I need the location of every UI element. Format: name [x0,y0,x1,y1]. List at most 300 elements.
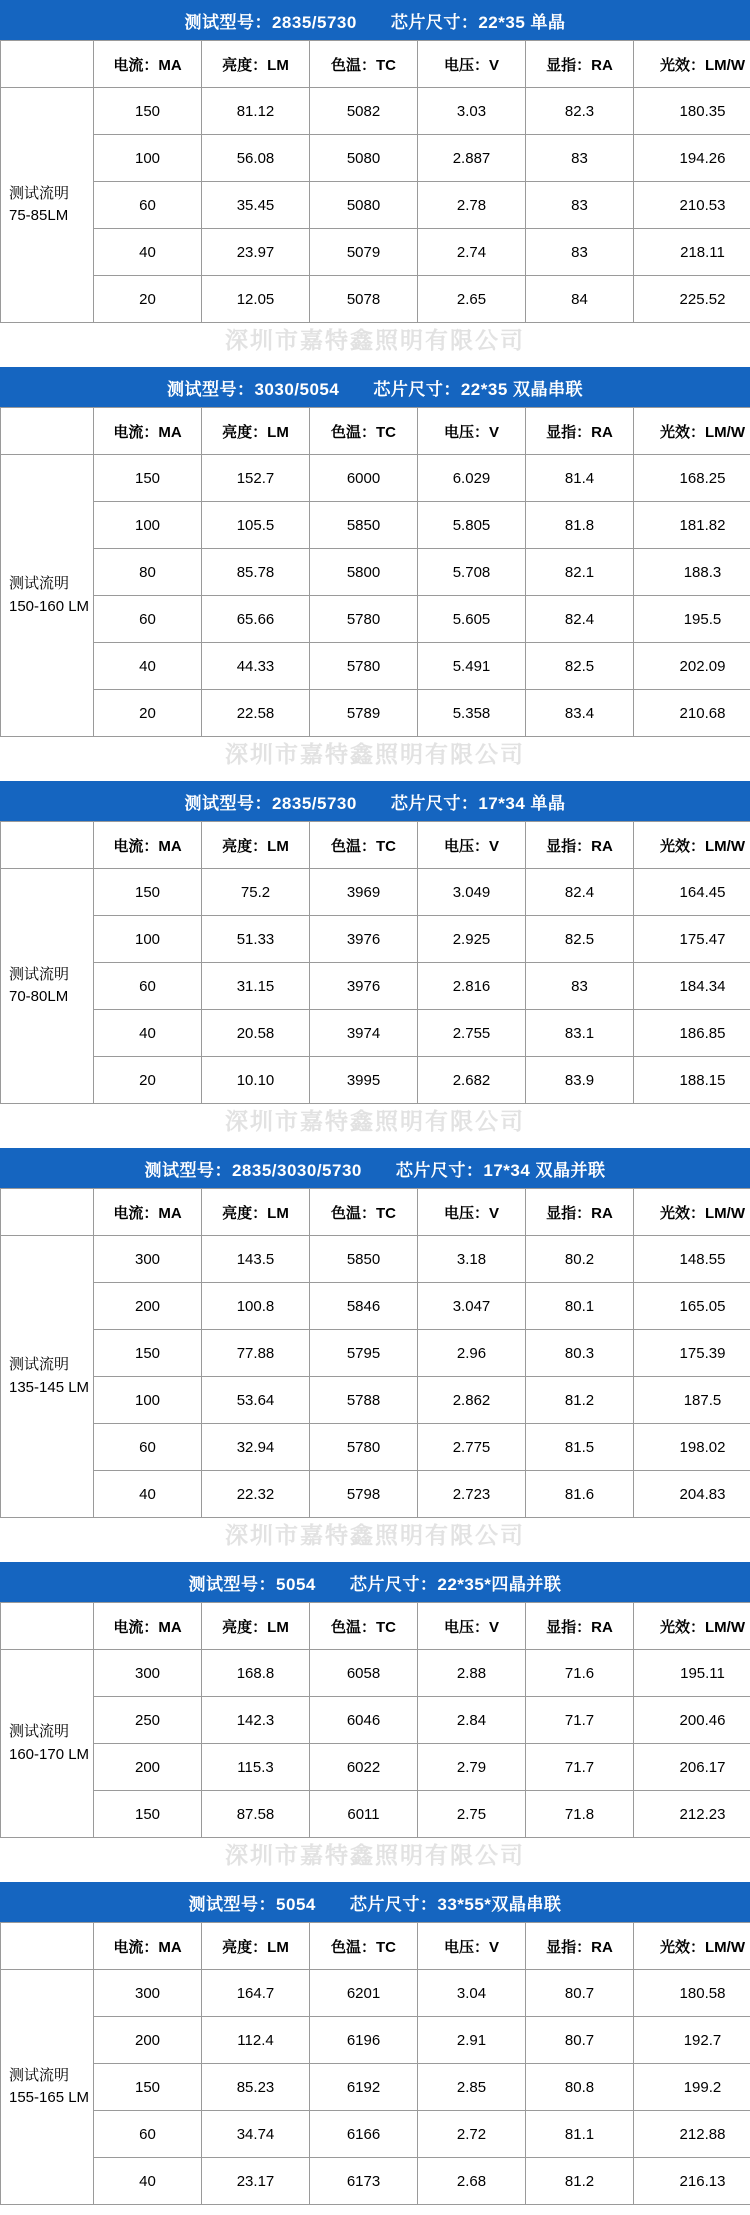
cell-cct: 3995 [310,1057,418,1104]
cell-cct: 5846 [310,1283,418,1330]
cell-voltage: 2.887 [418,135,526,182]
column-header-cri: 显指：RA [526,822,634,869]
cell-luminance: 22.58 [202,690,310,737]
cell-cct: 5780 [310,643,418,690]
column-header-current: 电流：MA [94,1923,202,1970]
cell-efficacy: 175.47 [634,916,750,963]
cell-current: 20 [94,690,202,737]
spec-table [0,821,750,1104]
cell-cct: 6022 [310,1744,418,1791]
block-chip-size: 芯片尺寸：22*35 双晶串联 [373,375,583,400]
cell-luminance: 75.2 [202,869,310,916]
table-row [1,88,750,135]
cell-luminance: 105.5 [202,502,310,549]
column-header-cri: 显指：RA [526,408,634,455]
cell-current: 300 [94,1970,202,2017]
cell-voltage: 2.96 [418,1330,526,1377]
table-row [1,2158,750,2205]
cell-efficacy: 206.17 [634,1744,750,1791]
cell-voltage: 2.723 [418,1471,526,1518]
cell-efficacy: 210.68 [634,690,750,737]
column-header-cct: 色温：TC [310,41,418,88]
cell-voltage: 2.682 [418,1057,526,1104]
cell-efficacy: 192.7 [634,2017,750,2064]
cell-cri: 71.6 [526,1650,634,1697]
table-row [1,2064,750,2111]
spec-table [0,40,750,323]
cell-current: 300 [94,1650,202,1697]
watermark: 深圳市嘉特鑫照明有限公司 [0,1518,750,1552]
cell-cri: 82.4 [526,869,634,916]
table-row [1,2111,750,2158]
flux-header-cell [1,1923,94,1970]
cell-efficacy: 175.39 [634,1330,750,1377]
cell-luminance: 100.8 [202,1283,310,1330]
flux-header-cell [1,1189,94,1236]
block-chip-size: 芯片尺寸：33*55*双晶串联 [350,1890,562,1915]
cell-cct: 6173 [310,2158,418,2205]
cell-cct: 6058 [310,1650,418,1697]
spec-table [0,407,750,737]
cell-cri: 81.1 [526,2111,634,2158]
cell-cri: 81.2 [526,2158,634,2205]
flux-label-text: 测试流明 [9,1354,92,1377]
cell-cct: 6166 [310,2111,418,2158]
cell-cri: 80.2 [526,1236,634,1283]
flux-label-cell [1,1236,94,1518]
cell-cri: 80.3 [526,1330,634,1377]
cell-voltage: 2.68 [418,2158,526,2205]
cell-voltage: 2.84 [418,1697,526,1744]
cell-current: 60 [94,596,202,643]
cell-voltage: 2.72 [418,2111,526,2158]
column-header-cct: 色温：TC [310,408,418,455]
column-header-cri: 显指：RA [526,41,634,88]
block-header [0,781,750,821]
cell-efficacy: 225.52 [634,276,750,323]
cell-current: 100 [94,1377,202,1424]
cell-cri: 81.8 [526,502,634,549]
cell-luminance: 32.94 [202,1424,310,1471]
cell-cri: 80.7 [526,1970,634,2017]
table-header-row [1,408,750,455]
column-header-efficacy: 光效：LM/W [634,822,750,869]
cell-efficacy: 186.85 [634,1010,750,1057]
column-header-efficacy: 光效：LM/W [634,41,750,88]
watermark: 深圳市嘉特鑫照明有限公司 [0,1104,750,1138]
table-row [1,690,750,737]
table-row [1,1471,750,1518]
cell-cct: 6011 [310,1791,418,1838]
column-header-luminance: 亮度：LM [202,822,310,869]
table-header-row [1,41,750,88]
cell-efficacy: 168.25 [634,455,750,502]
block-header [0,1882,750,1922]
cell-voltage: 6.029 [418,455,526,502]
cell-current: 250 [94,1697,202,1744]
cell-cri: 71.7 [526,1744,634,1791]
block-model: 测试型号：5054 [189,1890,316,1915]
cell-current: 20 [94,1057,202,1104]
table-row [1,1791,750,1838]
cell-luminance: 23.17 [202,2158,310,2205]
cell-luminance: 34.74 [202,2111,310,2158]
cell-voltage: 2.88 [418,1650,526,1697]
cell-voltage: 5.358 [418,690,526,737]
cell-cri: 81.6 [526,1471,634,1518]
cell-luminance: 44.33 [202,643,310,690]
cell-cct: 5795 [310,1330,418,1377]
column-header-efficacy: 光效：LM/W [634,408,750,455]
table-row [1,2017,750,2064]
table-row [1,182,750,229]
cell-luminance: 77.88 [202,1330,310,1377]
cell-cri: 84 [526,276,634,323]
cell-current: 150 [94,455,202,502]
cell-current: 150 [94,869,202,916]
column-header-cri: 显指：RA [526,1603,634,1650]
table-header-row [1,1189,750,1236]
cell-luminance: 115.3 [202,1744,310,1791]
table-row [1,1377,750,1424]
cell-current: 40 [94,1010,202,1057]
table-row [1,455,750,502]
cell-voltage: 5.805 [418,502,526,549]
column-header-cri: 显指：RA [526,1189,634,1236]
cell-efficacy: 188.3 [634,549,750,596]
cell-cct: 5078 [310,276,418,323]
column-header-voltage: 电压：V [418,1603,526,1650]
cell-voltage: 5.605 [418,596,526,643]
flux-label-text: 测试流明 [9,1721,92,1744]
spec-table [0,1602,750,1838]
table-row [1,596,750,643]
column-header-current: 电流：MA [94,408,202,455]
cell-luminance: 56.08 [202,135,310,182]
block-header [0,1562,750,1602]
table-row [1,1650,750,1697]
block-header [0,1148,750,1188]
column-header-current: 电流：MA [94,41,202,88]
spec-block [0,0,750,357]
cell-current: 60 [94,182,202,229]
column-header-voltage: 电压：V [418,1189,526,1236]
cell-luminance: 87.58 [202,1791,310,1838]
cell-voltage: 3.04 [418,1970,526,2017]
flux-header-cell [1,822,94,869]
cell-efficacy: 180.35 [634,88,750,135]
column-header-luminance: 亮度：LM [202,1923,310,1970]
cell-cct: 5789 [310,690,418,737]
column-header-current: 电流：MA [94,822,202,869]
cell-cct: 6000 [310,455,418,502]
column-header-voltage: 电压：V [418,822,526,869]
cell-cct: 6192 [310,2064,418,2111]
column-header-efficacy: 光效：LM/W [634,1603,750,1650]
cell-cri: 81.5 [526,1424,634,1471]
cell-current: 20 [94,276,202,323]
cell-luminance: 53.64 [202,1377,310,1424]
cell-luminance: 31.15 [202,963,310,1010]
column-header-luminance: 亮度：LM [202,408,310,455]
flux-value-text: 155-165 LM [9,2087,92,2110]
cell-efficacy: 187.5 [634,1377,750,1424]
block-chip-size: 芯片尺寸：17*34 双晶并联 [396,1156,606,1181]
cell-cct: 5798 [310,1471,418,1518]
block-header [0,367,750,407]
cell-luminance: 20.58 [202,1010,310,1057]
block-chip-size: 芯片尺寸：22*35 单晶 [391,8,566,33]
table-header-row [1,1603,750,1650]
flux-value-text: 150-160 LM [9,596,92,619]
table-row [1,963,750,1010]
table-row [1,502,750,549]
cell-cct: 6196 [310,2017,418,2064]
column-header-current: 电流：MA [94,1189,202,1236]
cell-current: 200 [94,1283,202,1330]
cell-luminance: 112.4 [202,2017,310,2064]
table-row [1,1283,750,1330]
cell-current: 60 [94,1424,202,1471]
column-header-cct: 色温：TC [310,1189,418,1236]
cell-current: 40 [94,229,202,276]
watermark: 深圳市嘉特鑫照明有限公司 [0,737,750,771]
flux-label-cell [1,88,94,323]
cell-luminance: 51.33 [202,916,310,963]
cell-current: 40 [94,2158,202,2205]
cell-cct: 5079 [310,229,418,276]
table-row [1,1330,750,1377]
column-header-efficacy: 光效：LM/W [634,1189,750,1236]
column-header-luminance: 亮度：LM [202,41,310,88]
cell-voltage: 3.047 [418,1283,526,1330]
column-header-luminance: 亮度：LM [202,1603,310,1650]
cell-voltage: 2.775 [418,1424,526,1471]
cell-efficacy: 198.02 [634,1424,750,1471]
cell-cct: 3976 [310,916,418,963]
cell-cri: 83.4 [526,690,634,737]
column-header-cct: 色温：TC [310,822,418,869]
flux-label-cell [1,869,94,1104]
table-header-row [1,1923,750,1970]
cell-voltage: 3.049 [418,869,526,916]
cell-voltage: 2.78 [418,182,526,229]
cell-voltage: 2.755 [418,1010,526,1057]
cell-voltage: 2.91 [418,2017,526,2064]
cell-efficacy: 218.11 [634,229,750,276]
cell-voltage: 2.79 [418,1744,526,1791]
block-model: 测试型号：2835/3030/5730 [144,1156,361,1181]
cell-voltage: 2.65 [418,276,526,323]
cell-luminance: 10.10 [202,1057,310,1104]
cell-efficacy: 210.53 [634,182,750,229]
cell-cri: 83.1 [526,1010,634,1057]
table-row [1,916,750,963]
cell-current: 150 [94,1330,202,1377]
flux-value-text: 135-145 LM [9,1377,92,1400]
flux-header-cell [1,1603,94,1650]
cell-cct: 5780 [310,596,418,643]
cell-cct: 5800 [310,549,418,596]
cell-voltage: 2.862 [418,1377,526,1424]
table-row [1,549,750,596]
cell-current: 150 [94,88,202,135]
cell-voltage: 2.85 [418,2064,526,2111]
cell-efficacy: 148.55 [634,1236,750,1283]
cell-cri: 82.4 [526,596,634,643]
cell-luminance: 23.97 [202,229,310,276]
cell-cct: 5850 [310,1236,418,1283]
cell-cct: 5080 [310,135,418,182]
cell-luminance: 85.78 [202,549,310,596]
cell-cct: 3974 [310,1010,418,1057]
cell-luminance: 65.66 [202,596,310,643]
block-chip-size: 芯片尺寸：22*35*四晶并联 [350,1570,562,1595]
cell-efficacy: 164.45 [634,869,750,916]
block-model: 测试型号：2835/5730 [184,789,356,814]
cell-efficacy: 202.09 [634,643,750,690]
table-row [1,1236,750,1283]
cell-current: 100 [94,135,202,182]
cell-cri: 71.8 [526,1791,634,1838]
column-header-voltage: 电压：V [418,408,526,455]
cell-current: 80 [94,549,202,596]
cell-efficacy: 194.26 [634,135,750,182]
cell-cri: 83.9 [526,1057,634,1104]
cell-cri: 83 [526,229,634,276]
flux-label-text: 测试流明 [9,183,92,206]
cell-cri: 82.5 [526,643,634,690]
column-header-voltage: 电压：V [418,1923,526,1970]
cell-cri: 83 [526,963,634,1010]
cell-current: 300 [94,1236,202,1283]
cell-luminance: 22.32 [202,1471,310,1518]
cell-cct: 5082 [310,88,418,135]
watermark: 深圳市嘉特鑫照明有限公司 [0,1838,750,1872]
cell-luminance: 35.45 [202,182,310,229]
table-row [1,229,750,276]
cell-current: 150 [94,1791,202,1838]
flux-value-text: 70-80LM [9,986,92,1009]
cell-voltage: 5.491 [418,643,526,690]
flux-label-cell [1,455,94,737]
cell-efficacy: 184.34 [634,963,750,1010]
spec-table [0,1922,750,2205]
block-model: 测试型号：2835/5730 [184,8,356,33]
cell-current: 200 [94,2017,202,2064]
cell-luminance: 81.12 [202,88,310,135]
cell-voltage: 2.75 [418,1791,526,1838]
flux-label-text: 测试流明 [9,2065,92,2088]
spec-block [0,781,750,1138]
cell-efficacy: 204.83 [634,1471,750,1518]
cell-efficacy: 199.2 [634,2064,750,2111]
table-row [1,1970,750,2017]
block-chip-size: 芯片尺寸：17*34 单晶 [391,789,566,814]
spec-block [0,1148,750,1552]
table-row [1,1057,750,1104]
flux-label-cell [1,1650,94,1838]
column-header-efficacy: 光效：LM/W [634,1923,750,1970]
cell-cri: 71.7 [526,1697,634,1744]
cell-cri: 81.2 [526,1377,634,1424]
column-header-cct: 色温：TC [310,1923,418,1970]
cell-voltage: 5.708 [418,549,526,596]
cell-current: 60 [94,963,202,1010]
cell-cct: 5850 [310,502,418,549]
block-header [0,0,750,40]
flux-label-text: 测试流明 [9,964,92,987]
cell-luminance: 143.5 [202,1236,310,1283]
table-row [1,135,750,182]
cell-cct: 6201 [310,1970,418,2017]
cell-efficacy: 212.88 [634,2111,750,2158]
cell-current: 150 [94,2064,202,2111]
column-header-cri: 显指：RA [526,1923,634,1970]
cell-cct: 5080 [310,182,418,229]
cell-cri: 82.1 [526,549,634,596]
cell-current: 100 [94,916,202,963]
flux-header-cell [1,408,94,455]
cell-luminance: 85.23 [202,2064,310,2111]
cell-voltage: 2.816 [418,963,526,1010]
flux-label-text: 测试流明 [9,573,92,596]
flux-value-text: 160-170 LM [9,1744,92,1767]
table-row [1,1697,750,1744]
cell-cct: 3969 [310,869,418,916]
cell-cct: 5788 [310,1377,418,1424]
cell-cct: 3976 [310,963,418,1010]
cell-cri: 80.1 [526,1283,634,1330]
cell-cri: 83 [526,182,634,229]
block-model: 测试型号：5054 [189,1570,316,1595]
table-row [1,1424,750,1471]
cell-cri: 80.7 [526,2017,634,2064]
cell-efficacy: 195.5 [634,596,750,643]
cell-voltage: 2.74 [418,229,526,276]
cell-efficacy: 200.46 [634,1697,750,1744]
cell-efficacy: 216.13 [634,2158,750,2205]
column-header-current: 电流：MA [94,1603,202,1650]
column-header-luminance: 亮度：LM [202,1189,310,1236]
table-row [1,643,750,690]
cell-cri: 83 [526,135,634,182]
cell-efficacy: 180.58 [634,1970,750,2017]
cell-voltage: 2.925 [418,916,526,963]
spec-table [0,1188,750,1518]
table-header-row [1,822,750,869]
spec-block [0,367,750,771]
cell-cri: 80.8 [526,2064,634,2111]
spec-block [0,1562,750,1872]
flux-value-text: 75-85LM [9,205,92,228]
cell-cri: 81.4 [526,455,634,502]
cell-luminance: 142.3 [202,1697,310,1744]
table-row [1,1010,750,1057]
cell-current: 40 [94,643,202,690]
cell-cri: 82.3 [526,88,634,135]
cell-luminance: 152.7 [202,455,310,502]
cell-efficacy: 188.15 [634,1057,750,1104]
flux-label-cell [1,1970,94,2205]
cell-cct: 6046 [310,1697,418,1744]
cell-efficacy: 165.05 [634,1283,750,1330]
flux-header-cell [1,41,94,88]
cell-current: 60 [94,2111,202,2158]
column-header-voltage: 电压：V [418,41,526,88]
cell-luminance: 168.8 [202,1650,310,1697]
cell-voltage: 3.03 [418,88,526,135]
